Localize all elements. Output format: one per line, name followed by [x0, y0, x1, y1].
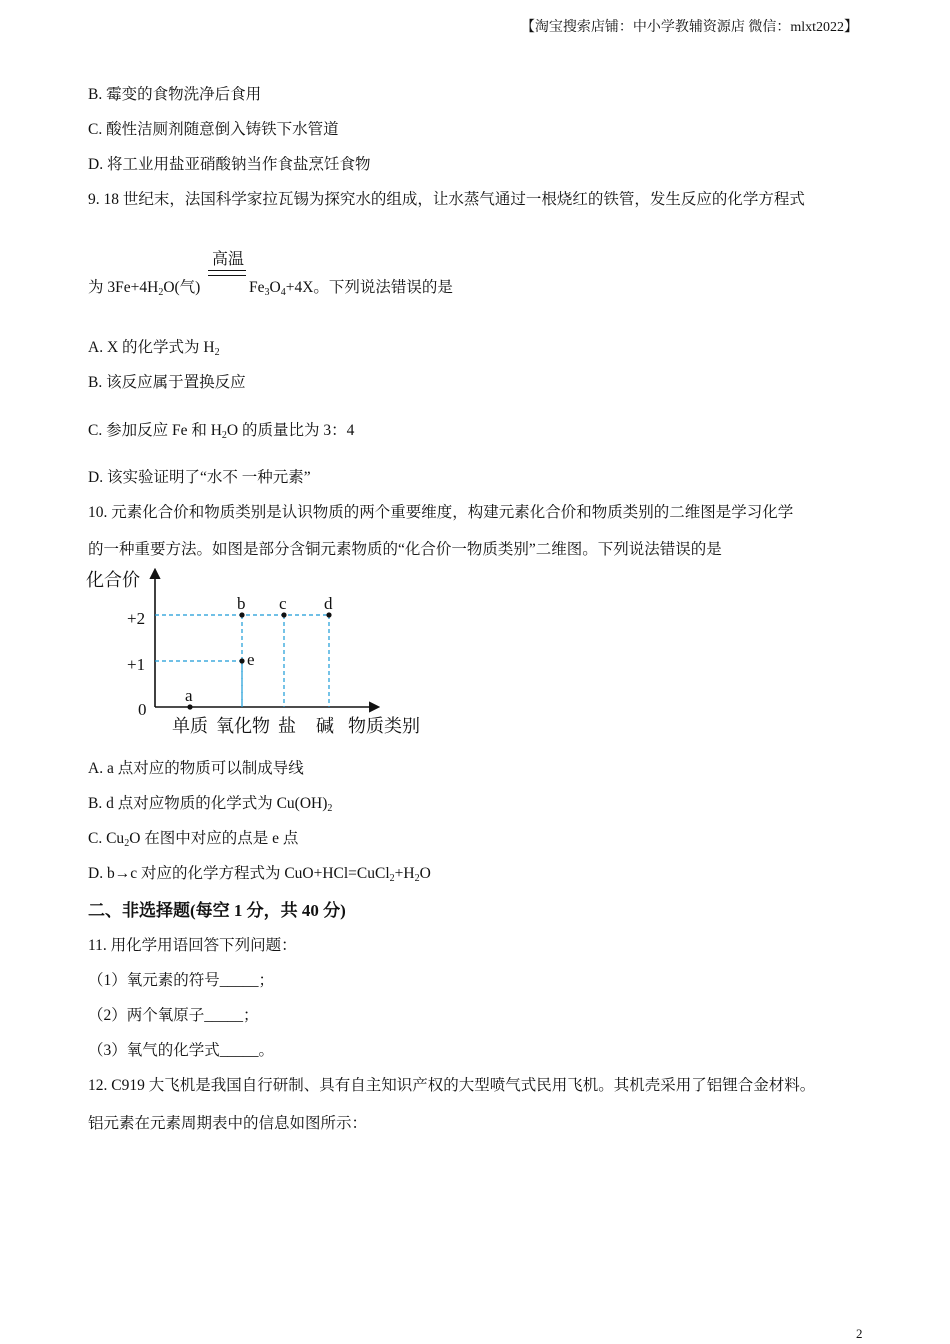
x-category-labels [172, 716, 334, 736]
point-label-c: c [279, 594, 287, 613]
data-points [185, 594, 333, 710]
q9-option-d: D. 该实验证明了“水不 一种元素” [88, 469, 311, 486]
q10-option-b: B. d 点对应物质的化学式为 $Cu(OH)_2$ [88, 795, 333, 814]
q10-stem-line2: 的一种重要方法。如图是部分含铜元素物质的“化合价一物质类别”二维图。下列说法错误的是 [88, 541, 722, 558]
q8-option-c: C. 酸性洁厕剂随意倒入铸铁下水管道 [88, 121, 339, 138]
point-c [281, 612, 286, 617]
y-tick-plus2: +2 [127, 609, 146, 628]
x-axis-label: 物质类别 [348, 716, 420, 736]
q11-part3: （3）氧气的化学式_____。 [88, 1042, 275, 1059]
page-number: 2 [856, 1326, 863, 1341]
q11-stem: 11. 用化学用语回答下列问题： [88, 937, 297, 954]
q10-option-c: C. $Cu_2O$ 在图中对应的点是 e 点 [88, 830, 299, 849]
point-label-b: b [237, 594, 246, 613]
q9-option-c: C. 参加反应 Fe 和 $H_2O$ 的质量比为 3：4 [88, 422, 355, 441]
x-category-2: 氧化物 [216, 716, 270, 736]
q12-stem-line2: 铝元素在元素周期表中的信息如图所示： [88, 1115, 368, 1132]
equation-equals-sign [208, 270, 246, 276]
point-d [326, 612, 331, 617]
x-category-3: 盐 [278, 716, 296, 736]
y-tick-plus1: +1 [127, 655, 146, 674]
q9-equation-left: 为 $3Fe+4H_2O$(气) [88, 279, 201, 298]
q10-stem-line1: 10. 元素化合价和物质类别是认识物质的两个重要维度，构建元素化合价和物质类别的二维图是学习化学 [88, 504, 794, 521]
y-axis-label: 化合价 [86, 570, 140, 590]
y-tick-zero: 0 [138, 700, 147, 719]
point-label-a: a [185, 686, 193, 705]
q11-part1: （1）氧元素的符号_____； [88, 972, 275, 989]
q12-stem-line1: 12. C919 大飞机是我国自行研制、具有自主知识产权的大型喷气式民用飞机。其机壳采用了铝锂合金材料。 [88, 1077, 816, 1094]
point-label-e: e [247, 650, 255, 669]
q9-stem: 9. 18 世纪末，法国科学家拉瓦锡为探究水的组成，让水蒸气通过一根烧红的铁管，发生反应的化学方程式 [88, 191, 805, 208]
point-e [239, 658, 244, 663]
q10-option-d: D. b→c 对应的化学方程式为 $CuO+HCl=CuCl_2+H_2O$ [88, 865, 431, 884]
q9-option-a: A. X 的化学式为 $H_2$ [88, 339, 220, 358]
q11-part2: （2）两个氧原子_____； [88, 1007, 259, 1024]
point-label-d: d [324, 594, 333, 613]
point-b [239, 612, 244, 617]
x-category-1: 单质 [172, 716, 208, 736]
x-category-4: 碱 [316, 716, 334, 736]
section-title: 二、非选择题(每空 1 分，共 40 分) [88, 901, 346, 920]
q9-option-b: B. 该反应属于置换反应 [88, 374, 246, 391]
q9-equation-right: $Fe_3O_4+4X$。下列说法错误的是 [249, 279, 453, 298]
point-a [187, 704, 192, 709]
q8-option-d: D. 将工业用盐亚硝酸钠当作食盐烹饪食物 [88, 156, 371, 173]
reaction-condition: 高温 [211, 251, 244, 268]
page-header: 【淘宝搜索店铺：中小学教辅资源店 微信：mlxt2022】 [520, 20, 858, 35]
q8-option-b: B. 霉变的食物洗净后食用 [88, 86, 262, 103]
valence-category-chart [80, 562, 440, 747]
q10-option-a: A. a 点对应的物质可以制成导线 [88, 760, 304, 777]
